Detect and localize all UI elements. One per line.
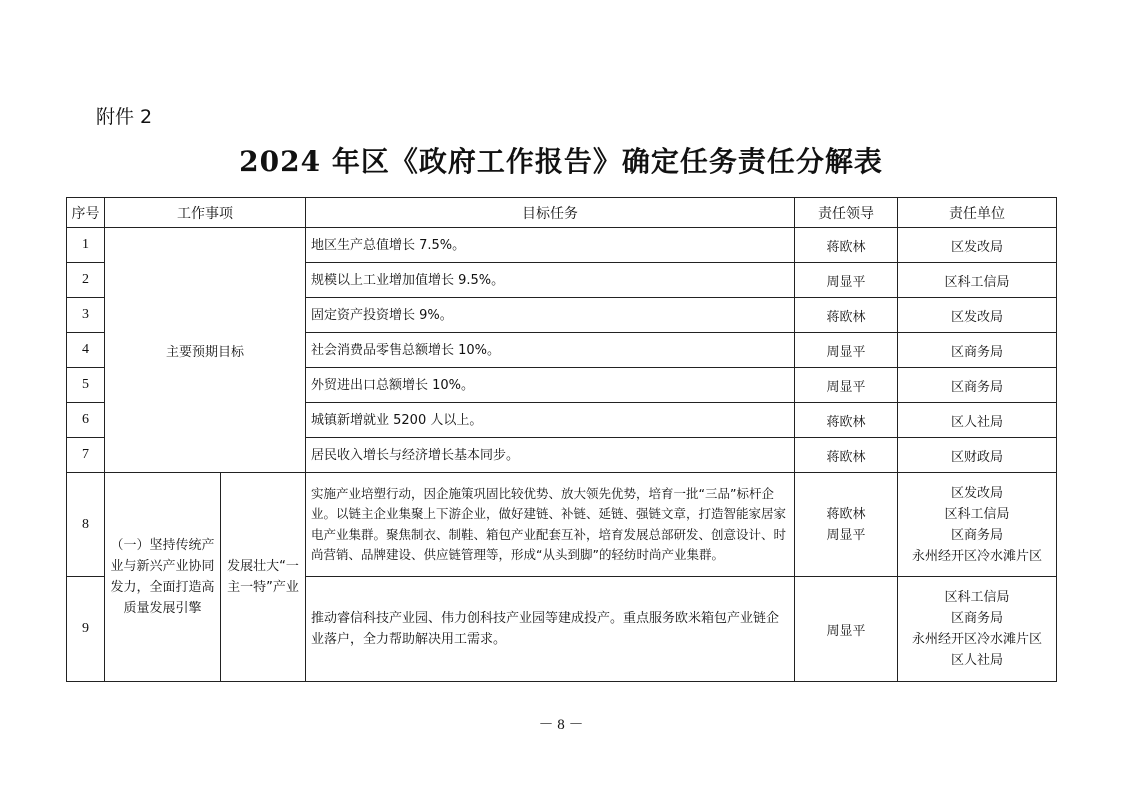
unit-name: 永州经开区冷水滩片区	[911, 548, 1042, 564]
row-seq: 2	[67, 263, 105, 298]
unit-name: 区科工信局	[944, 506, 1010, 522]
group-main-targets: 主要预期目标	[105, 228, 306, 473]
row-task: 固定资产投资增长 9%。	[306, 298, 795, 333]
table-row	[67, 473, 1057, 577]
row-task: 城镇新增就业 5200 人以上。	[306, 403, 795, 438]
row-seq: 7	[67, 438, 105, 473]
document-title: 2024 年区《政府工作报告》确定任务责任分解表	[239, 145, 883, 178]
row-leader: 周显平	[795, 263, 898, 298]
unit-name: 区发改局	[950, 485, 1003, 501]
header-leader: 责任领导	[795, 198, 898, 228]
row-seq: 3	[67, 298, 105, 333]
attachment-label: 附件 2	[96, 106, 153, 128]
leader-name: 周显平	[826, 527, 866, 543]
row-unit	[898, 473, 1057, 577]
row-seq: 6	[67, 403, 105, 438]
header-unit: 责任单位	[898, 198, 1057, 228]
header-task: 目标任务	[306, 198, 795, 228]
unit-name: 永州经开区冷水滩片区	[911, 632, 1042, 647]
page-number: － 8 －	[538, 717, 584, 733]
row-task: 居民收入增长与经济增长基本同步。	[306, 438, 795, 473]
unit-name: 区商务局	[950, 611, 1003, 626]
row-leader: 蒋欧林	[795, 228, 898, 263]
header-item: 工作事项	[105, 198, 306, 228]
table-row	[67, 228, 1057, 263]
group-category: （一）坚持传统产业与新兴产业协同发力，全面打造高质量发展引擎	[105, 473, 221, 682]
row-leader: 周显平	[795, 577, 898, 682]
row-task: 地区生产总值增长 7.5%。	[306, 228, 795, 263]
row-task: 社会消费品零售总额增长 10%。	[306, 333, 795, 368]
row-leader	[795, 473, 898, 577]
row-task: 外贸进出口总额增长 10%。	[306, 368, 795, 403]
row-unit: 区科工信局	[898, 263, 1057, 298]
row-leader: 蒋欧林	[795, 403, 898, 438]
row-task: 实施产业培塑行动，因企施策巩固比较优势、放大领先优势，培育一批“三品”标杆企业。以链主企业集聚上下游企业，做好建链、补链、延链、强链文章，打造智能家居家电产业集群。聚焦制衣、制鞋、箱包产业配套互补，培育发展总部研发、创意设计、时尚营销、品牌建设、供应链管理等，形成“从头到脚”的轻纺时尚产业集群。	[306, 473, 795, 577]
row-task: 规模以上工业增加值增长 9.5%。	[306, 263, 795, 298]
row-unit: 区财政局	[898, 438, 1057, 473]
row-unit: 区发改局	[898, 298, 1057, 333]
row-task: 推动睿信科技产业园、伟力创科技产业园等建成投产。重点服务欧米箱包产业链企业落户，全力帮助解决用工需求。	[306, 577, 795, 682]
table-header-row	[67, 198, 1057, 228]
row-leader: 蒋欧林	[795, 298, 898, 333]
row-leader: 周显平	[795, 368, 898, 403]
row-unit: 区人社局	[898, 403, 1057, 438]
header-seq: 序号	[67, 198, 105, 228]
row-leader: 周显平	[795, 333, 898, 368]
row-unit: 区商务局	[898, 368, 1057, 403]
row-unit: 区商务局	[898, 333, 1057, 368]
row-seq: 5	[67, 368, 105, 403]
unit-name: 区科工信局	[944, 590, 1010, 605]
row-unit: 区发改局	[898, 228, 1057, 263]
leader-name: 蒋欧林	[826, 506, 866, 522]
row-seq: 4	[67, 333, 105, 368]
row-seq: 1	[67, 228, 105, 263]
group-subcategory: 发展壮大“一主一特”产业	[221, 473, 306, 682]
row-seq: 8	[67, 473, 105, 577]
unit-name: 区商务局	[950, 527, 1003, 543]
row-leader: 蒋欧林	[795, 438, 898, 473]
row-unit	[898, 577, 1057, 682]
row-seq: 9	[67, 577, 105, 682]
unit-name: 区人社局	[950, 653, 1003, 668]
task-table	[66, 197, 1057, 682]
